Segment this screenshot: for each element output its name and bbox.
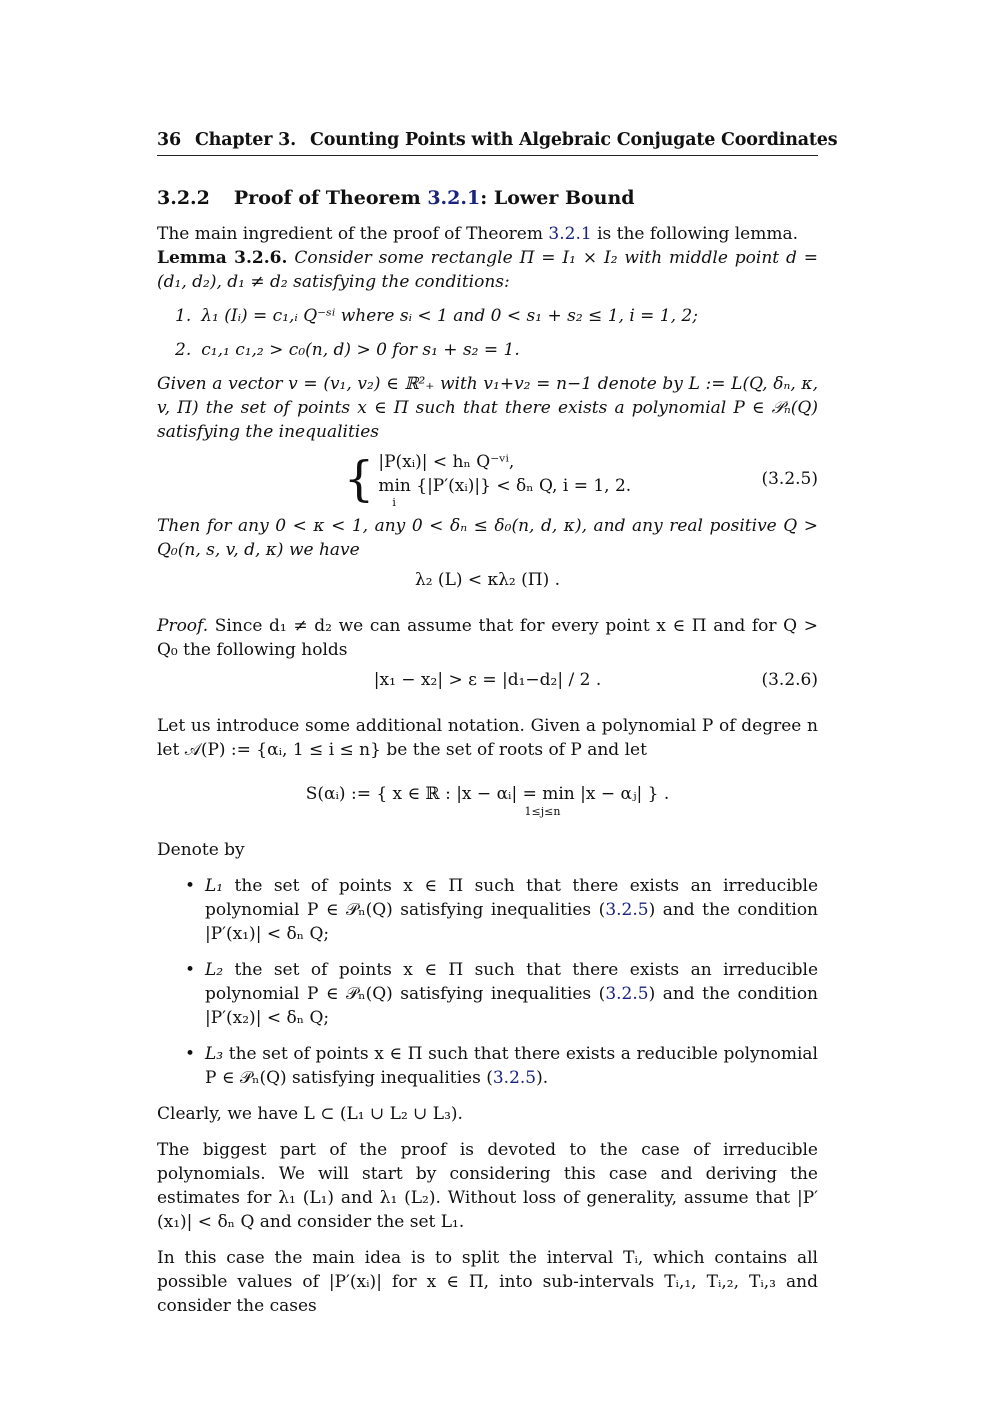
list-item xyxy=(185,874,818,946)
equation-link[interactable]: 3.2.5 xyxy=(605,900,649,920)
min-subscript: 1≤j≤n xyxy=(524,805,561,818)
item-text: λ₁ (Iᵢ) = c₁,ᵢ Q⁻ˢⁱ where sᵢ < 1 and 0 < s₁ + s₂ ≤ 1, i = 1, 2; xyxy=(201,306,698,326)
conclusion-formula: λ₂ (L) < κλ₂ (Π) . xyxy=(414,570,561,590)
lemma-conditions xyxy=(175,304,818,362)
bullet-icon: • xyxy=(185,1044,196,1064)
equation-3-2-5 xyxy=(157,450,818,508)
section-title-prefix: Proof of Theorem xyxy=(233,187,421,209)
denote-text: Denote by xyxy=(157,840,245,860)
irreducible-paragraph: The biggest part of the proof is devoted to the case of irreducible polynomials. We will start by considering this case and deriving the estimates for λ₁ (L₁) and λ₁ (L₂). Without loss of generality, assume that |P′(x₁)| < δₙ Q and consider the set L₁. xyxy=(157,1140,818,1232)
split-paragraph: In this case the main idea is to split the interval Tᵢ, which contains all possible values of |P′(xᵢ)| for x ∈ Π, into sub-intervals Tᵢ,₁, Tᵢ,₂, Tᵢ,₃ and consider the cases xyxy=(157,1248,818,1316)
notation-paragraph: Let us introduce some additional notation. Given a polynomial P of degree n let 𝒜(P) := {αᵢ, 1 ≤ i ≤ n} be the set of roots of P and let xyxy=(157,716,818,760)
chapter-label: Chapter 3. xyxy=(194,130,296,150)
bullet-icon: • xyxy=(185,960,196,980)
system-line-2: min {|P′(xᵢ)|} < δₙ Q, i = 1, 2. xyxy=(378,476,632,496)
set-tail: . xyxy=(542,1068,549,1088)
theorem-link[interactable]: 3.2.1 xyxy=(548,224,592,244)
equation-3-2-6 xyxy=(157,668,818,692)
equation-number: (3.2.6) xyxy=(761,670,818,690)
proof-text: Since d₁ ≠ d₂ we can assume that for every point x ∈ Π and for Q > Q₀ the following holds xyxy=(157,616,818,660)
inequality-system xyxy=(157,450,818,508)
brace-symbol: { xyxy=(343,451,375,507)
list-item xyxy=(175,304,818,328)
list-item xyxy=(185,958,818,1030)
lemma-given: Given a vector v = (v₁, v₂) ∈ ℝ²₊ with v₁+v₂ = n−1 denote by L := L(Q, δₙ, κ, v, Π) the set of points x ∈ Π such that there exists a polynomial P ∈ 𝒫ₙ(Q) satisfying the inequalities xyxy=(157,374,818,442)
equation-link[interactable]: 3.2.5 xyxy=(492,1068,537,1088)
lemma-conclusion xyxy=(157,568,818,592)
s-formula: S(αᵢ) := { x ∈ ℝ : |x − αᵢ| = min |x − αⱼ| } . xyxy=(305,784,670,804)
item-number: 2. xyxy=(175,340,192,360)
list-item xyxy=(175,338,818,362)
set-tail: and the condition |P′(x₂)| < δₙ Q; xyxy=(205,984,819,1028)
lemma-label: Lemma 3.2.6. xyxy=(157,248,288,268)
intro-text-end: is the following lemma. xyxy=(597,224,799,244)
running-head xyxy=(157,128,838,156)
set-text: the set of points x ∈ Π such that there exists a reducible polynomial P ∈ 𝒫ₙ(Q) satisfying inequalities xyxy=(205,1044,818,1088)
section-title xyxy=(234,186,635,210)
lemma-text: Consider some rectangle Π = I₁ × I₂ with middle point d = (d₁, d₂), d₁ ≠ d₂ satisfying the conditions: xyxy=(157,248,819,292)
lemma-statement xyxy=(157,246,818,294)
page-body xyxy=(157,128,838,1318)
set-name: L₁ xyxy=(205,876,224,896)
clearly-paragraph: Clearly, we have L ⊂ (L₁ ∪ L₂ ∪ L₃). xyxy=(157,1104,463,1124)
equation-link[interactable]: 3.2.5 xyxy=(605,984,649,1004)
bullet-icon: • xyxy=(185,876,196,896)
item-text: L₃ the set of points x ∈ Π such that there exists a reducible polynomial P ∈ 𝒫ₙ(Q) satisfying inequalities (3.2.5). xyxy=(205,1044,818,1088)
section-heading xyxy=(157,186,818,210)
section-title-suffix: : Lower Bound xyxy=(480,187,635,209)
list-item xyxy=(185,1042,818,1090)
chapter-title: Counting Points with Algebraic Conjugate Coordinates xyxy=(309,130,838,150)
item-text: c₁,₁ c₁,₂ > c₀(n, d) > 0 for s₁ + s₂ = 1. xyxy=(201,340,520,360)
epsilon-formula: |x₁ − x₂| > ε = |d₁−d₂| / 2 . xyxy=(373,670,602,690)
s-definition xyxy=(157,782,818,818)
lemma-then: Then for any 0 < κ < 1, any 0 < δₙ ≤ δ₀(n, d, κ), and any real positive Q > Q₀(n, s, v, d, κ) we have xyxy=(157,516,818,560)
item-text: L₂ the set of points x ∈ Π such that there exists an irreducible polynomial P ∈ 𝒫ₙ(Q) satisfying inequalities (3.2.5) and the condition |P′(x₂)| < δₙ Q; xyxy=(205,960,819,1028)
set-text: the set of points x ∈ Π such that there exists an irreducible polynomial P ∈ 𝒫ₙ(Q) satisfying inequalities xyxy=(205,876,819,920)
set-name: L₃ xyxy=(205,1044,224,1064)
theorem-link[interactable]: 3.2.1 xyxy=(427,187,481,209)
system-line-1: |P(xᵢ)| < hₙ Q⁻ᵛⁱ, xyxy=(378,452,515,472)
intro-text: The main ingredient of the proof of Theorem xyxy=(157,224,543,244)
section-number: 3.2.2 xyxy=(157,187,210,209)
item-number: 1. xyxy=(175,306,192,326)
set-name: L₂ xyxy=(205,960,224,980)
equation-number: (3.2.5) xyxy=(761,469,818,489)
min-subscript: i xyxy=(392,496,396,509)
item-text: L₁ the set of points x ∈ Π such that there exists an irreducible polynomial P ∈ 𝒫ₙ(Q) satisfying inequalities (3.2.5) and the condition |P′(x₁)| < δₙ Q; xyxy=(205,876,819,944)
proof-label: Proof. xyxy=(157,616,209,636)
page-number: 36 xyxy=(157,130,181,150)
set-definitions xyxy=(185,874,818,1090)
set-text: the set of points x ∈ Π such that there exists an irreducible polynomial P ∈ 𝒫ₙ(Q) satisfying inequalities xyxy=(205,960,819,1004)
set-tail: and the condition |P′(x₁)| < δₙ Q; xyxy=(205,900,819,944)
intro-paragraph xyxy=(157,222,818,246)
proof-paragraph xyxy=(157,614,818,662)
